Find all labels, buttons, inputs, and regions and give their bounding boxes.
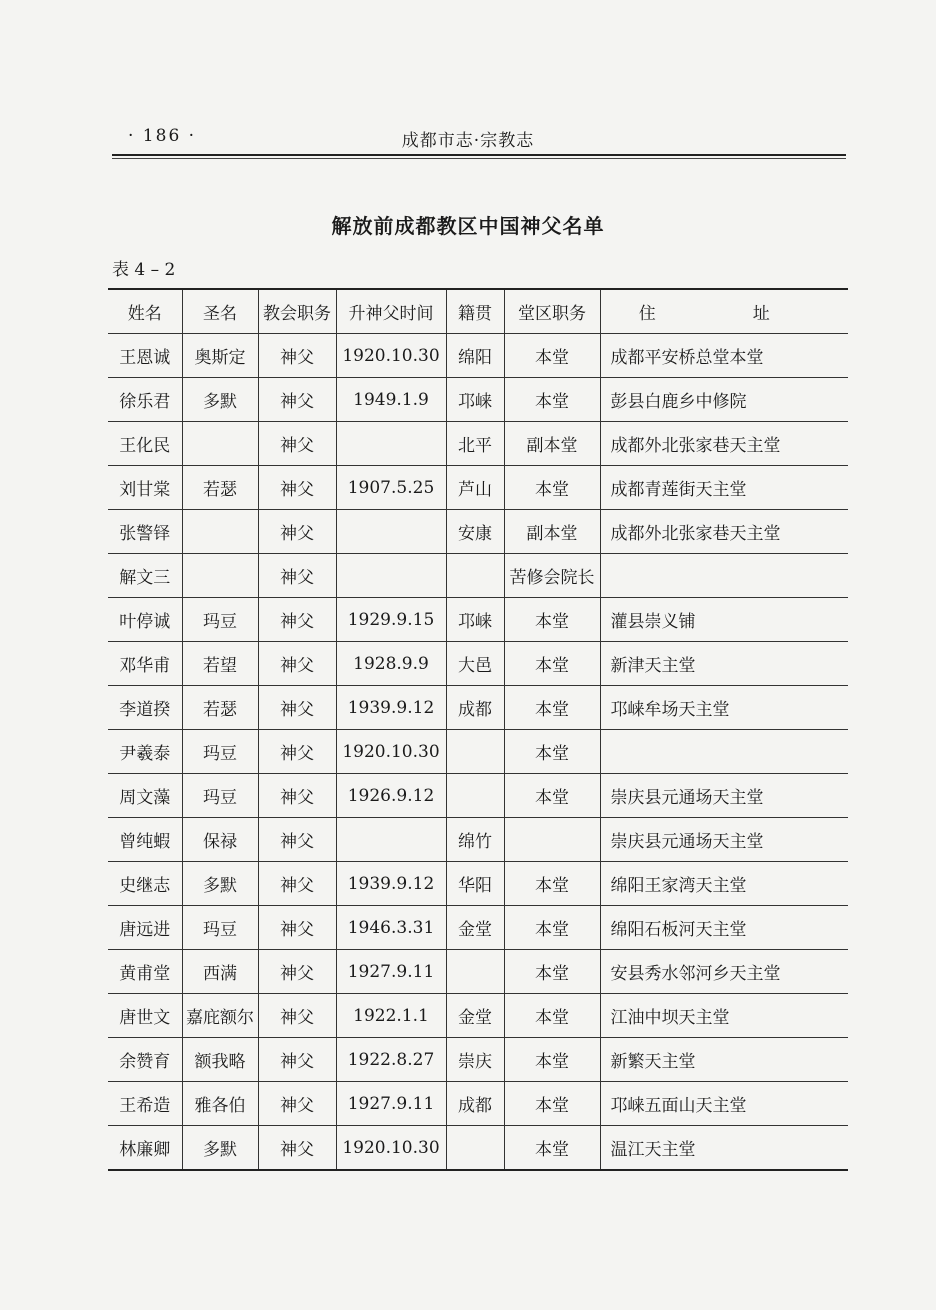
cell-saint-name: 额我略: [182, 1038, 258, 1082]
cell-name: 史继志: [108, 862, 182, 906]
cell-church-office: 神父: [258, 862, 336, 906]
cell-address: 邛崃牟场天主堂: [600, 686, 848, 730]
cell-name: 叶停诚: [108, 598, 182, 642]
cell-name: 邓华甫: [108, 642, 182, 686]
cell-name: 解文三: [108, 554, 182, 598]
table-row: [108, 906, 848, 950]
cell-native-place: [446, 950, 504, 994]
cell-parish-office: 本堂: [504, 862, 600, 906]
cell-address: 安县秀水邻河乡天主堂: [600, 950, 848, 994]
cell-saint-name: [182, 510, 258, 554]
cell-address: 成都平安桥总堂本堂: [600, 334, 848, 378]
cell-native-place: 安康: [446, 510, 504, 554]
cell-name: 李道揆: [108, 686, 182, 730]
cell-saint-name: 雅各伯: [182, 1082, 258, 1126]
table-row: [108, 466, 848, 510]
cell-parish-office: 本堂: [504, 906, 600, 950]
cell-parish-office: 本堂: [504, 378, 600, 422]
cell-parish-office: 本堂: [504, 1126, 600, 1171]
cell-parish-office: 苦修会院长: [504, 554, 600, 598]
table-header-row: [108, 289, 848, 334]
header-rule: [112, 154, 846, 156]
cell-native-place: 金堂: [446, 906, 504, 950]
cell-native-place: 金堂: [446, 994, 504, 1038]
cell-ordination-date: 1927.9.11: [336, 950, 446, 994]
table-row: [108, 994, 848, 1038]
cell-ordination-date: 1928.9.9: [336, 642, 446, 686]
cell-native-place: [446, 730, 504, 774]
cell-parish-office: 本堂: [504, 730, 600, 774]
cell-ordination-date: 1922.8.27: [336, 1038, 446, 1082]
cell-saint-name: 西满: [182, 950, 258, 994]
cell-address: 成都青莲街天主堂: [600, 466, 848, 510]
cell-ordination-date: [336, 554, 446, 598]
cell-church-office: 神父: [258, 378, 336, 422]
cell-church-office: 神父: [258, 994, 336, 1038]
column-header-parish-office: 堂区职务: [504, 289, 600, 334]
cell-saint-name: 多默: [182, 1126, 258, 1171]
cell-name: 王希造: [108, 1082, 182, 1126]
table-row: [108, 554, 848, 598]
cell-native-place: 华阳: [446, 862, 504, 906]
cell-address: 彭县白鹿乡中修院: [600, 378, 848, 422]
cell-ordination-date: 1922.1.1: [336, 994, 446, 1038]
cell-name: 刘甘棠: [108, 466, 182, 510]
cell-parish-office: [504, 818, 600, 862]
cell-name: 尹羲泰: [108, 730, 182, 774]
cell-saint-name: [182, 554, 258, 598]
cell-parish-office: 副本堂: [504, 510, 600, 554]
cell-native-place: 大邑: [446, 642, 504, 686]
column-header-church-office: 教会职务: [258, 289, 336, 334]
table-row: [108, 730, 848, 774]
cell-native-place: 崇庆: [446, 1038, 504, 1082]
column-header-ordination-date: 升神父时间: [336, 289, 446, 334]
table-row: [108, 334, 848, 378]
cell-church-office: 神父: [258, 1082, 336, 1126]
cell-address: 崇庆县元通场天主堂: [600, 818, 848, 862]
cell-ordination-date: 1949.1.9: [336, 378, 446, 422]
cell-native-place: 绵阳: [446, 334, 504, 378]
running-title: 成都市志·宗教志: [401, 131, 535, 151]
cell-ordination-date: 1920.10.30: [336, 730, 446, 774]
column-header-native-place: 籍贯: [446, 289, 504, 334]
table-row: [108, 1126, 848, 1171]
cell-parish-office: 本堂: [504, 994, 600, 1038]
cell-name: 唐远进: [108, 906, 182, 950]
cell-address: 崇庆县元通场天主堂: [600, 774, 848, 818]
cell-name: 黄甫堂: [108, 950, 182, 994]
cell-address: 成都外北张家巷天主堂: [600, 510, 848, 554]
cell-name: 曾纯蝦: [108, 818, 182, 862]
column-header-name: 姓名: [108, 289, 182, 334]
column-header-address: 住 址: [600, 289, 848, 334]
cell-address: 成都外北张家巷天主堂: [600, 422, 848, 466]
table-row: [108, 1082, 848, 1126]
page-title: 解放前成都教区中国神父名单: [331, 214, 605, 238]
column-header-saint-name: 圣名: [182, 289, 258, 334]
cell-name: 徐乐君: [108, 378, 182, 422]
header-rule-thin: [112, 158, 846, 159]
cell-church-office: 神父: [258, 554, 336, 598]
cell-address: 绵阳王家湾天主堂: [600, 862, 848, 906]
cell-ordination-date: 1920.10.30: [336, 1126, 446, 1171]
cell-ordination-date: 1929.9.15: [336, 598, 446, 642]
table-label: 表 4 – 2: [112, 260, 176, 280]
cell-church-office: 神父: [258, 1126, 336, 1171]
cell-saint-name: 玛豆: [182, 598, 258, 642]
cell-saint-name: 若望: [182, 642, 258, 686]
cell-native-place: 成都: [446, 1082, 504, 1126]
cell-native-place: [446, 774, 504, 818]
cell-ordination-date: 1926.9.12: [336, 774, 446, 818]
cell-address: 新繁天主堂: [600, 1038, 848, 1082]
cell-ordination-date: 1920.10.30: [336, 334, 446, 378]
cell-church-office: 神父: [258, 730, 336, 774]
cell-church-office: 神父: [258, 818, 336, 862]
table-row: [108, 862, 848, 906]
cell-name: 王恩诚: [108, 334, 182, 378]
cell-saint-name: 保禄: [182, 818, 258, 862]
cell-parish-office: 本堂: [504, 950, 600, 994]
cell-name: 林廉卿: [108, 1126, 182, 1171]
cell-parish-office: 本堂: [504, 774, 600, 818]
cell-saint-name: 奥斯定: [182, 334, 258, 378]
cell-saint-name: [182, 422, 258, 466]
cell-address: [600, 730, 848, 774]
table-row: [108, 1038, 848, 1082]
table-row: [108, 950, 848, 994]
cell-saint-name: 玛豆: [182, 774, 258, 818]
cell-name: 张警铎: [108, 510, 182, 554]
cell-church-office: 神父: [258, 466, 336, 510]
cell-church-office: 神父: [258, 598, 336, 642]
cell-native-place: [446, 1126, 504, 1171]
cell-ordination-date: [336, 422, 446, 466]
cell-ordination-date: [336, 818, 446, 862]
cell-ordination-date: 1907.5.25: [336, 466, 446, 510]
cell-church-office: 神父: [258, 774, 336, 818]
cell-saint-name: 玛豆: [182, 906, 258, 950]
table-row: [108, 642, 848, 686]
cell-church-office: 神父: [258, 906, 336, 950]
cell-address: 江油中坝天主堂: [600, 994, 848, 1038]
table-row: [108, 422, 848, 466]
cell-ordination-date: [336, 510, 446, 554]
cell-address: 灌县崇义铺: [600, 598, 848, 642]
cell-ordination-date: 1939.9.12: [336, 686, 446, 730]
cell-address: 新津天主堂: [600, 642, 848, 686]
table-row: [108, 818, 848, 862]
table-body: [108, 334, 848, 1171]
table-row: [108, 378, 848, 422]
cell-native-place: 邛崃: [446, 378, 504, 422]
priest-roster-table: [108, 288, 848, 1171]
cell-native-place: 邛崃: [446, 598, 504, 642]
cell-native-place: 成都: [446, 686, 504, 730]
cell-name: 王化民: [108, 422, 182, 466]
cell-saint-name: 多默: [182, 378, 258, 422]
cell-saint-name: 若瑟: [182, 466, 258, 510]
cell-parish-office: 本堂: [504, 642, 600, 686]
cell-parish-office: 本堂: [504, 334, 600, 378]
cell-ordination-date: 1939.9.12: [336, 862, 446, 906]
cell-ordination-date: 1927.9.11: [336, 1082, 446, 1126]
cell-address: 邛崃五面山天主堂: [600, 1082, 848, 1126]
cell-name: 余赞育: [108, 1038, 182, 1082]
cell-parish-office: 副本堂: [504, 422, 600, 466]
cell-native-place: 芦山: [446, 466, 504, 510]
cell-parish-office: 本堂: [504, 1038, 600, 1082]
cell-address: 绵阳石板河天主堂: [600, 906, 848, 950]
table-row: [108, 598, 848, 642]
cell-parish-office: 本堂: [504, 466, 600, 510]
table-row: [108, 510, 848, 554]
cell-ordination-date: 1946.3.31: [336, 906, 446, 950]
cell-parish-office: 本堂: [504, 1082, 600, 1126]
cell-church-office: 神父: [258, 422, 336, 466]
table-row: [108, 774, 848, 818]
cell-church-office: 神父: [258, 334, 336, 378]
cell-address: [600, 554, 848, 598]
cell-parish-office: 本堂: [504, 598, 600, 642]
cell-native-place: 绵竹: [446, 818, 504, 862]
cell-parish-office: 本堂: [504, 686, 600, 730]
cell-saint-name: 多默: [182, 862, 258, 906]
cell-native-place: [446, 554, 504, 598]
cell-name: 周文藻: [108, 774, 182, 818]
cell-church-office: 神父: [258, 1038, 336, 1082]
table-row: [108, 686, 848, 730]
cell-saint-name: 若瑟: [182, 686, 258, 730]
page-number: · 186 ·: [128, 126, 197, 146]
cell-address: 温江天主堂: [600, 1126, 848, 1171]
cell-church-office: 神父: [258, 510, 336, 554]
cell-saint-name: 嘉庇额尔: [182, 994, 258, 1038]
cell-church-office: 神父: [258, 950, 336, 994]
cell-church-office: 神父: [258, 642, 336, 686]
cell-church-office: 神父: [258, 686, 336, 730]
cell-name: 唐世文: [108, 994, 182, 1038]
cell-saint-name: 玛豆: [182, 730, 258, 774]
cell-native-place: 北平: [446, 422, 504, 466]
